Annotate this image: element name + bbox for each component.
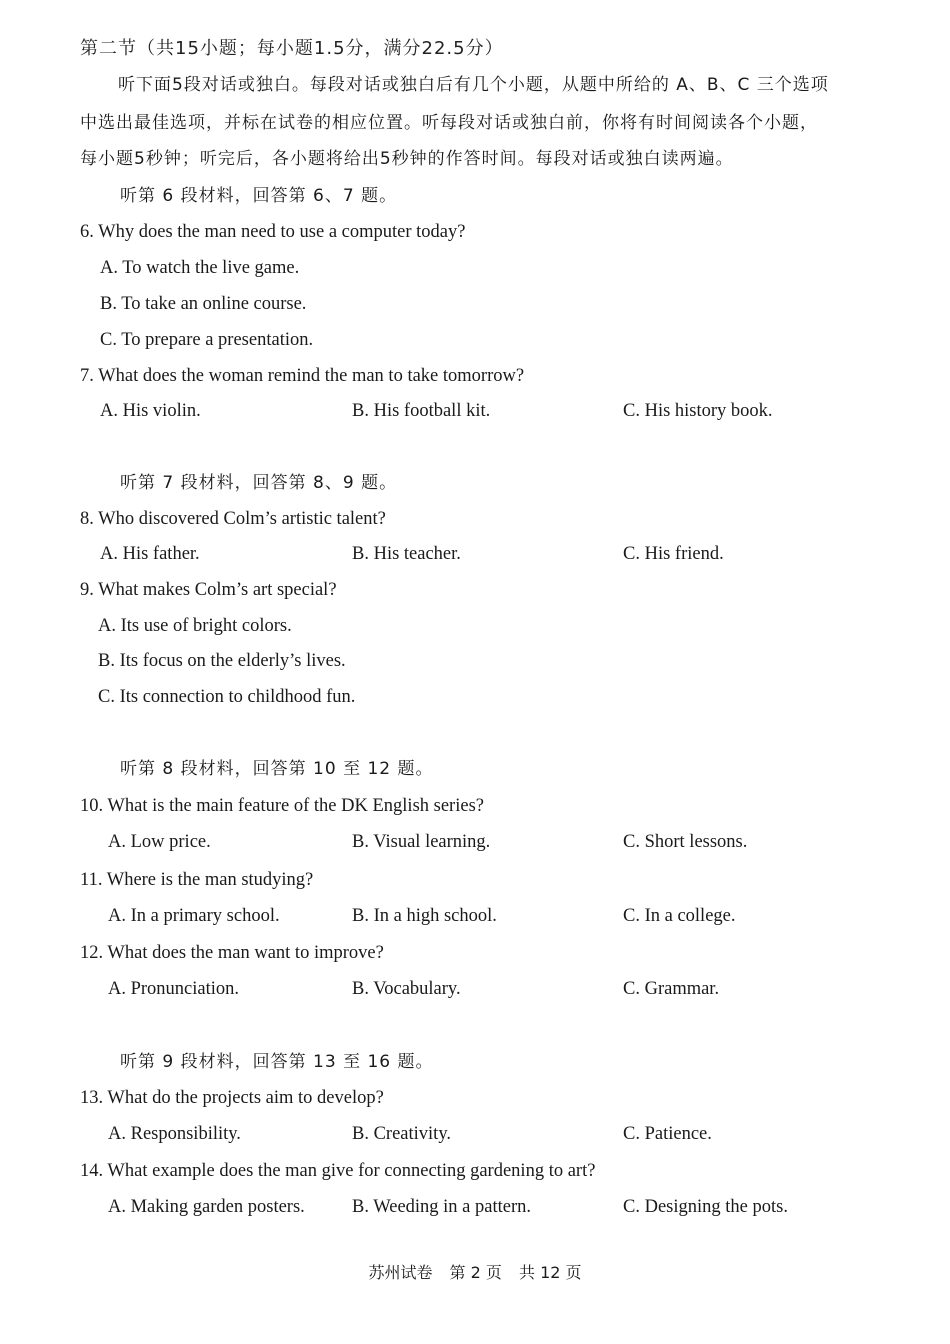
instruction-line-3: 每小题5秒钟；听完后，各小题将给出5秒钟的作答时间。每段对话或独白读两遍。: [80, 149, 734, 169]
group-heading: 听第 6 段材料，回答第 6、7 题。: [120, 186, 398, 206]
question-stem: 14. What example does the man give for connecting gardening to art?: [80, 1161, 596, 1181]
option-b: B. Its focus on the elderly’s lives.: [98, 651, 346, 671]
question-stem: 8. Who discovered Colm’s artistic talent?: [80, 509, 386, 529]
option-b: B. In a high school.: [352, 906, 497, 926]
option-b: B. Creativity.: [352, 1124, 451, 1144]
option-a: A. His violin.: [100, 401, 201, 421]
option-a: A. Its use of bright colors.: [98, 616, 292, 636]
option-c: C. His history book.: [623, 401, 773, 421]
question-stem: 13. What do the projects aim to develop?: [80, 1088, 384, 1108]
question-stem: 10. What is the main feature of the DK English series?: [80, 796, 484, 816]
question-stem: 7. What does the woman remind the man to take tomorrow?: [80, 366, 525, 386]
group-heading: 听第 8 段材料，回答第 10 至 12 题。: [120, 759, 434, 779]
option-c: C. His friend.: [623, 544, 724, 564]
option-a: A. Responsibility.: [108, 1124, 241, 1144]
option-b: B. His teacher.: [352, 544, 461, 564]
option-a: A. Low price.: [108, 832, 211, 852]
option-a: A. To watch the live game.: [100, 258, 300, 278]
question-stem: 12. What does the man want to improve?: [80, 943, 384, 963]
question-stem: 6. Why does the man need to use a computer today?: [80, 222, 466, 242]
footer-page-number: 第 2 页: [449, 1263, 502, 1282]
option-a: A. Pronunciation.: [108, 979, 240, 999]
option-b: B. Visual learning.: [352, 832, 491, 852]
option-c: C. Its connection to childhood fun.: [98, 687, 356, 707]
group-heading: 听第 9 段材料，回答第 13 至 16 题。: [120, 1052, 434, 1072]
option-b: B. Weeding in a pattern.: [352, 1197, 532, 1217]
option-c: C. Patience.: [623, 1124, 712, 1144]
option-c: C. In a college.: [623, 906, 736, 926]
option-a: A. His father.: [100, 544, 200, 564]
question-stem: 9. What makes Colm’s art special?: [80, 580, 337, 600]
option-b: B. Vocabulary.: [352, 979, 461, 999]
option-a: A. Making garden posters.: [108, 1197, 305, 1217]
group-heading: 听第 7 段材料，回答第 8、9 题。: [120, 473, 398, 493]
footer-total-pages: 共 12 页: [519, 1263, 582, 1282]
instruction-line-2: 中选出最佳选项，并标在试卷的相应位置。听每段对话或独白前，你将有时间阅读各个小题，: [80, 113, 818, 133]
option-c: C. Short lessons.: [623, 832, 748, 852]
option-a: A. In a primary school.: [108, 906, 280, 926]
option-c: C. Grammar.: [623, 979, 720, 999]
instruction-line-1: 听下面5段对话或独白。每段对话或独白后有几个小题，从题中所给的 A、B、C 三个选项: [118, 75, 829, 95]
option-b: B. His football kit.: [352, 401, 491, 421]
option-b: B. To take an online course.: [100, 294, 307, 314]
section-header: 第二节（共15小题；每小题1.5分，满分22.5分）: [80, 38, 504, 59]
question-stem: 11. Where is the man studying?: [80, 870, 314, 890]
option-c: C. To prepare a presentation.: [100, 330, 314, 350]
footer-label: 苏州试卷: [368, 1263, 433, 1282]
option-c: C. Designing the pots.: [623, 1197, 788, 1217]
page-footer: [0, 1260, 950, 1283]
